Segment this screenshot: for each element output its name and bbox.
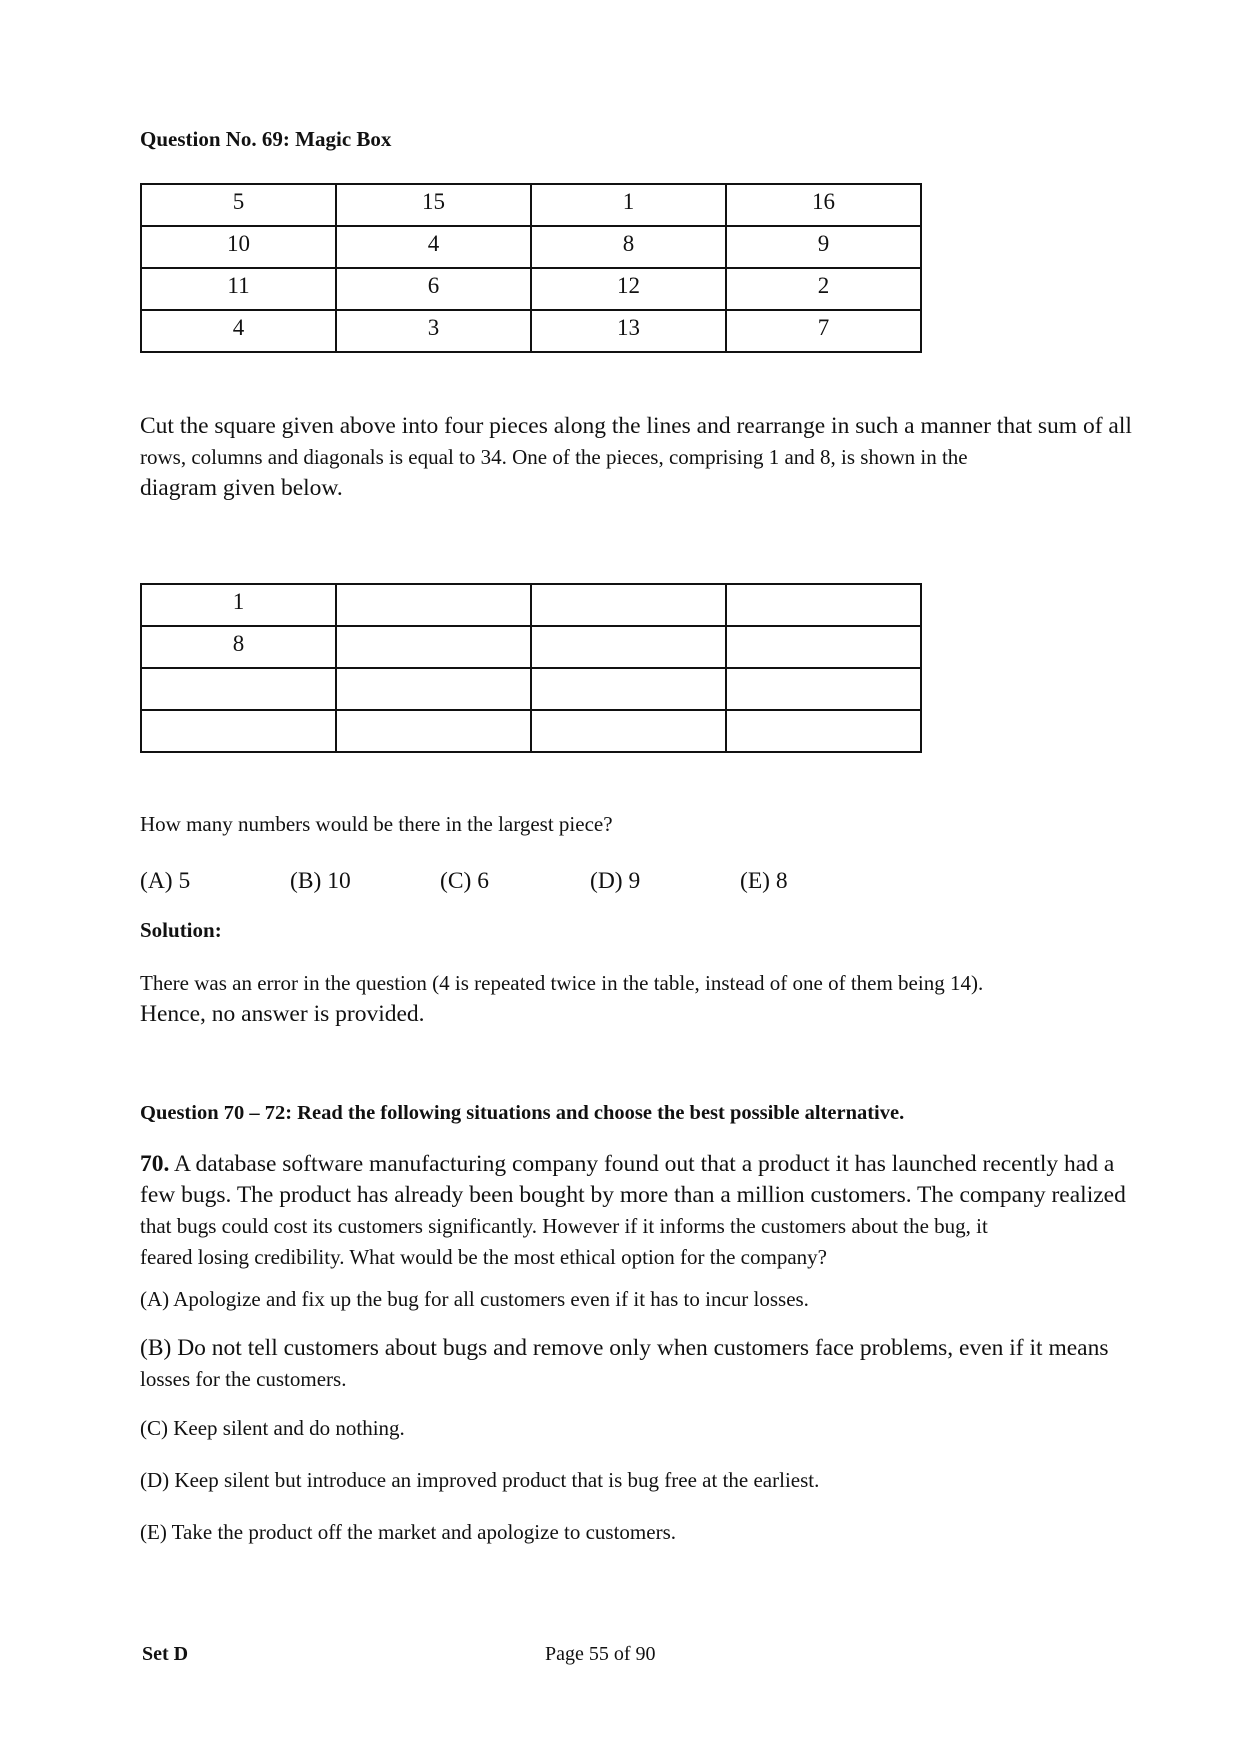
option-c: (C) 6 <box>440 868 489 894</box>
q70-stem <box>140 1149 1200 1273</box>
grid-cell <box>336 626 531 668</box>
option-a: (A) 5 <box>140 868 191 894</box>
table-row <box>141 226 921 268</box>
option-e: (E) 8 <box>740 868 788 894</box>
question-number: 70. <box>140 1151 170 1177</box>
table-row <box>141 584 921 626</box>
stem-text: A database software manufacturing company found out that a product it has launched recently had a <box>169 1151 1115 1177</box>
grid-cell <box>336 710 531 752</box>
q69-question: How many numbers would be there in the largest piece? <box>140 812 613 836</box>
grid-cell: 10 <box>141 226 336 268</box>
grid-cell <box>726 710 921 752</box>
grid-cell: 9 <box>726 226 921 268</box>
footer-set: Set D <box>142 1643 189 1665</box>
grid-cell <box>531 668 726 710</box>
q70-option-c: (C) Keep silent and do nothing. <box>140 1416 405 1440</box>
grid-cell: 16 <box>726 184 921 226</box>
table-row <box>141 268 921 310</box>
grid-cell <box>336 584 531 626</box>
q70-option-e: (E) Take the product off the market and apologize to customers. <box>140 1520 676 1544</box>
stem-line: few bugs. The product has already been bought by more than a million customers. The company realized <box>140 1182 1126 1208</box>
grid-cell <box>531 584 726 626</box>
grid-cell: 8 <box>531 226 726 268</box>
grid-cell <box>141 668 336 710</box>
q69-instruction <box>140 411 1200 504</box>
grid-cell: 11 <box>141 268 336 310</box>
grid-cell: 5 <box>141 184 336 226</box>
grid-cell <box>141 710 336 752</box>
q69-title: Question No. 69: Magic Box <box>140 127 392 151</box>
piece-grid <box>140 583 922 753</box>
solution-line: Hence, no answer is provided. <box>140 1001 425 1027</box>
table-row <box>141 626 921 668</box>
instruction-line: diagram given below. <box>140 475 343 501</box>
grid-cell <box>531 710 726 752</box>
grid-cell: 15 <box>336 184 531 226</box>
option-line: losses for the customers. <box>140 1367 347 1391</box>
grid-cell: 8 <box>141 626 336 668</box>
magic-box-grid <box>140 183 922 353</box>
q70-option-b <box>140 1333 1200 1395</box>
solution-text <box>140 968 1200 1030</box>
grid-cell <box>726 668 921 710</box>
option-d: (D) 9 <box>590 868 641 894</box>
grid-cell: 1 <box>531 184 726 226</box>
grid-cell: 12 <box>531 268 726 310</box>
solution-label: Solution: <box>140 918 222 942</box>
footer-page-number: Page 55 of 90 <box>545 1643 656 1665</box>
grid-cell: 4 <box>141 310 336 352</box>
q70-72-heading: Question 70 – 72: Read the following situations and choose the best possible alternative. <box>140 1102 905 1124</box>
q70-option-a: (A) Apologize and fix up the bug for all customers even if it has to incur losses. <box>140 1287 809 1311</box>
instruction-line: Cut the square given above into four pieces along the lines and rearrange in such a manner that sum of all <box>140 413 1132 439</box>
grid-cell: 2 <box>726 268 921 310</box>
stem-line: that bugs could cost its customers significantly. However if it informs the customers about the bug, it <box>140 1214 988 1238</box>
grid-cell <box>336 668 531 710</box>
grid-cell: 4 <box>336 226 531 268</box>
grid-cell: 1 <box>141 584 336 626</box>
grid-cell: 13 <box>531 310 726 352</box>
grid-cell: 7 <box>726 310 921 352</box>
instruction-line: rows, columns and diagonals is equal to 34. One of the pieces, comprising 1 and 8, is shown in the <box>140 445 968 469</box>
option-line: (B) Do not tell customers about bugs and remove only when customers face problems, even if it means <box>140 1335 1109 1361</box>
solution-line: There was an error in the question (4 is repeated twice in the table, instead of one of them being 14). <box>140 971 984 995</box>
table-row <box>141 310 921 352</box>
stem-line <box>140 1149 1200 1180</box>
grid-cell: 6 <box>336 268 531 310</box>
grid-cell <box>531 626 726 668</box>
grid-cell <box>726 626 921 668</box>
q70-option-d: (D) Keep silent but introduce an improved product that is bug free at the earliest. <box>140 1468 820 1492</box>
option-b: (B) 10 <box>290 868 351 894</box>
grid-cell: 3 <box>336 310 531 352</box>
table-row <box>141 184 921 226</box>
table-row <box>141 710 921 752</box>
q69-options <box>140 868 940 900</box>
table-row <box>141 668 921 710</box>
stem-line: feared losing credibility. What would be the most ethical option for the company? <box>140 1245 827 1269</box>
grid-cell <box>726 584 921 626</box>
